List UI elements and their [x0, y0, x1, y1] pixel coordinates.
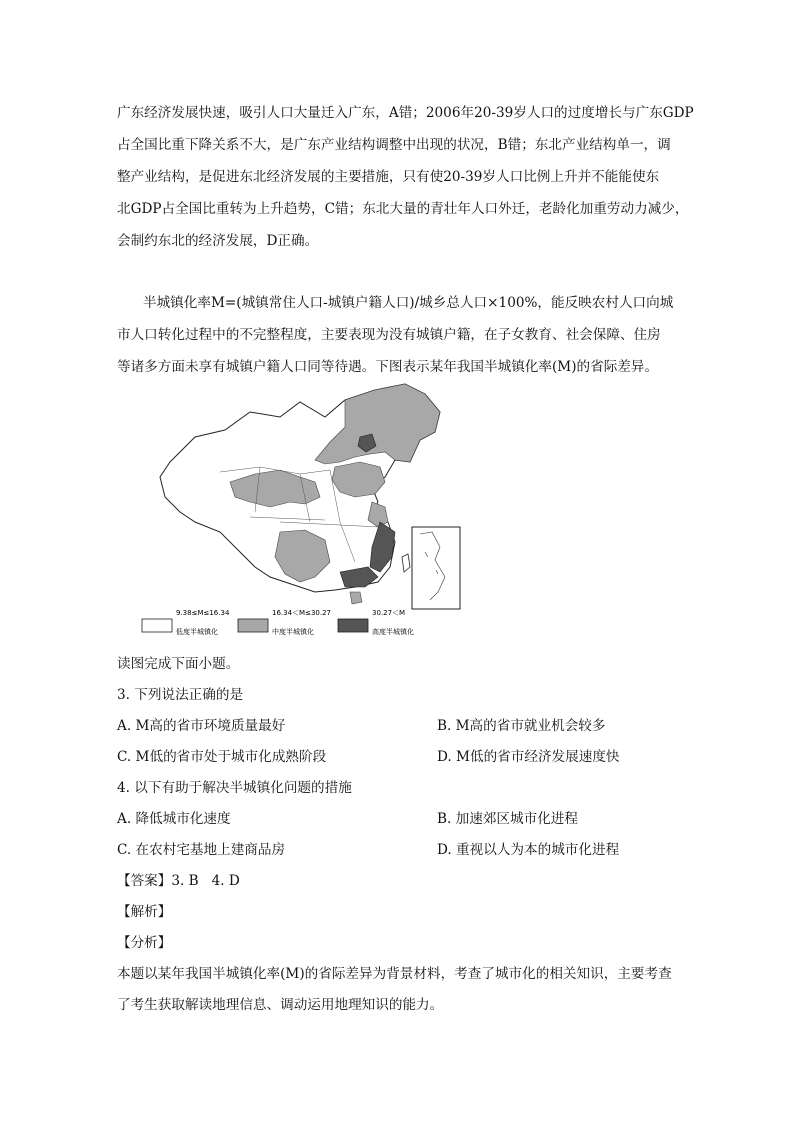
map-legend: [142, 609, 414, 636]
q3-option-c: C. M低的省市处于城市化成熟阶段: [117, 749, 327, 765]
q4-option-b: B. 加速郊区城市化进程: [437, 811, 578, 827]
analysis-heading: 【解析】: [117, 904, 172, 920]
text-line: 占全国比重下降关系不大，是广东产业结构调整中出现的状况，B错；东北产业结构单一，调: [117, 137, 671, 153]
text-line: 会制约东北的经济发展，D正确。: [117, 233, 319, 249]
legend-range: 16.34＜M≤30.27: [272, 609, 331, 617]
q4-option-d: D. 重视以人为本的城市化进程: [437, 842, 620, 858]
region-medium-north: [332, 462, 385, 497]
legend-label: 中度半城镇化: [272, 628, 314, 636]
question-4-stem: 4. 以下有助于解决半城镇化问题的措施: [117, 780, 352, 796]
text-line: 北GDP占全国比重转为上升趋势，C错；东北大量的青壮年人口外迁，老龄化加重劳动力减少，: [117, 201, 689, 217]
fenxi-heading: 【分析】: [117, 935, 172, 951]
question-3-stem: 3. 下列说法正确的是: [117, 687, 244, 703]
legend-range: 30.27＜M: [372, 609, 406, 617]
taiwan-island: [402, 554, 410, 572]
region-medium-hainan: [350, 592, 362, 604]
legend-item-low: [142, 609, 230, 636]
answer-line: 【答案】3. B 4. D: [117, 873, 240, 889]
q4-option-a: A. 降低城市化速度: [117, 811, 231, 827]
q3-option-b: B. M高的省市就业机会较多: [437, 718, 606, 734]
q3-option-d: D. M低的省市经济发展速度快: [437, 749, 620, 765]
analysis-line: 了考生获取解读地理信息、调动运用地理知识的能力。: [117, 997, 444, 1013]
text-line: 广东经济发展快速，吸引人口大量迁入广东，A错；2006年20-39岁人口的过度增长与广东GDP: [117, 105, 694, 121]
legend-item-high: [338, 609, 414, 636]
q4-option-c: C. 在农村宅基地上建商品房: [117, 842, 286, 858]
text-line: 整产业结构，是促进东北经济发展的主要措施，只有使20-39岁人口比例上升并不能能使东: [117, 169, 660, 185]
legend-label: 高度半城镇化: [372, 628, 414, 636]
q3-option-a: A. M高的省市环境质量最好: [117, 718, 286, 734]
text-line: 等诸多方面未享有城镇户籍人口同等待遇。下图表示某年我国半城镇化率(M)的省际差异。: [117, 359, 659, 375]
instruction-text: 读图完成下面小题。: [117, 656, 240, 672]
text-line: 半城镇化率M=(城镇常住人口-城镇户籍人口)/城乡总人口×100%，能反映农村人口向城: [143, 295, 674, 311]
legend-item-medium: [238, 609, 331, 636]
china-semi-urbanization-map: [140, 382, 470, 640]
analysis-line: 本题以某年我国半城镇化率(M)的省际差异为背景材料，考查了城市化的相关知识，主要考查: [117, 966, 672, 982]
legend-label: 低度半城镇化: [176, 628, 218, 636]
text-line: 市人口转化过程中的不完整程度，主要表现为没有城镇户籍，在子女教育、社会保障、住房: [117, 327, 661, 343]
legend-range: 9.38≤M≤16.34: [176, 609, 230, 617]
